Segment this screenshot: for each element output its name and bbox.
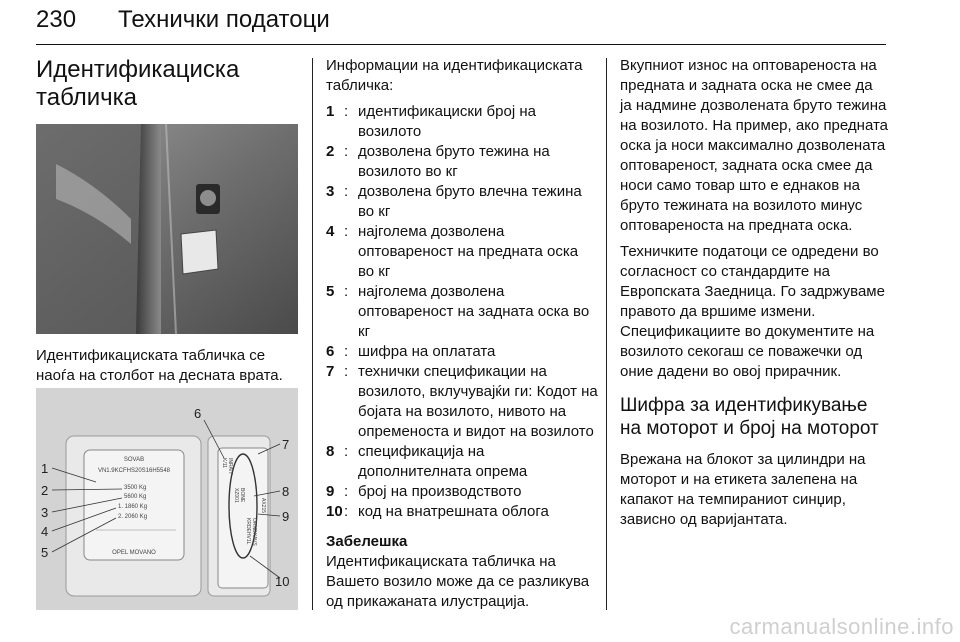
side-plate-line: K/11 [221, 458, 227, 468]
legend-number: 5 [326, 283, 335, 300]
legend-number: 6 [326, 343, 335, 360]
info-column [326, 56, 598, 612]
note-title: Забелешка [326, 533, 408, 550]
legend-colon: : [344, 223, 349, 240]
legend-text: спецификација на дополнителната опрема [358, 443, 528, 480]
legend-text: идентификациски број на возилото [358, 103, 536, 140]
callout-9: 9 [282, 509, 290, 524]
watermark: carmanualsonline.info [729, 614, 954, 639]
page-number: 230 [36, 6, 77, 33]
id-plate-diagram [36, 388, 298, 610]
legend-number: 9 [326, 483, 335, 500]
plate-line: OPEL MOVANO [112, 550, 156, 556]
legend-text: најголема дозволена оптовареност на предната оска во кг [358, 223, 579, 280]
legend-intro: Информации на идентификациската табличка: [326, 57, 583, 94]
legend-number: 3 [326, 183, 335, 200]
paragraph: Техничките податоци се одредени во согласност со стандардите на Европската Заедница. Го задржуваме правото да вршиме измени. Спецификациите во документите на возилото секогаш се поважечки од оние дадени во овој прирачник. [620, 243, 885, 380]
legend-text: дозволена бруто влечна тежина во кг [358, 183, 582, 220]
legend-colon: : [344, 103, 349, 120]
legend-colon: : [344, 143, 349, 160]
legend-item [326, 442, 598, 482]
plate-line: 2. 2060 Kg [118, 514, 148, 520]
callout-5: 5 [41, 545, 49, 560]
legend-colon: : [344, 363, 349, 380]
column-divider [606, 58, 607, 610]
legend-number: 1 [326, 103, 335, 120]
plate-line: 1. 1860 Kg [118, 504, 148, 510]
side-plate-line: KRDEHV1L [245, 518, 251, 545]
legend-item [326, 102, 598, 142]
legend-colon: : [344, 343, 349, 360]
legend-colon: : [344, 483, 349, 500]
header-rule [36, 44, 886, 45]
side-plate-line: AX215 [260, 498, 266, 514]
door-pillar-photo [36, 124, 298, 334]
side-plate-line: XZ001 [233, 488, 239, 503]
chapter-title: Технички податоци [118, 6, 330, 33]
callout-7: 7 [282, 437, 290, 452]
legend-text: дозволена бруто тежина на возилото во кг [358, 143, 550, 180]
legend-item [326, 362, 598, 442]
plate-line: SOVAB [123, 457, 145, 463]
callout-10: 10 [275, 574, 290, 589]
legend-item [326, 282, 598, 342]
legend-text: најголема дозволена оптовареност на задната оска во кг [358, 283, 590, 340]
legend-text: шифра на оплатата [358, 343, 496, 360]
legend-list [326, 102, 598, 522]
plate-line: 5600 Kg [124, 494, 147, 500]
legend-item [326, 502, 598, 522]
legend-colon: : [344, 443, 349, 460]
legend-number: 2 [326, 143, 335, 160]
legend-number: 4 [326, 223, 335, 240]
legend-item [326, 142, 598, 182]
paragraph: Врежана на блокот за цилиндри на моторот и на етикета залепена на капакот на темпираниот синџир, зависно од варијантата. [620, 451, 866, 528]
callout-4: 4 [41, 524, 49, 539]
note-text: Идентификациската табличка на Вашето возило може да се разликува од прикажаната илустрација. [326, 553, 590, 610]
legend-colon: : [344, 503, 349, 520]
side-plate-line: ORNDXAVS [251, 518, 257, 546]
side-plate-inner [218, 448, 268, 588]
legend-number: 10 [326, 503, 343, 520]
legend-text: код на внатрешната облога [358, 503, 549, 520]
figure-caption: Идентификациската табличка се наоѓа на столбот на десната врата. [36, 347, 283, 384]
column-divider [312, 58, 313, 610]
callout-3: 3 [41, 505, 49, 520]
plate-line: VN1.9KCFHS20S16H5548 [97, 468, 171, 474]
subsection-heading: Шифра за идентификување на моторот и број на моторот [620, 395, 879, 439]
legend-text: број на производството [358, 483, 522, 500]
callout-8: 8 [282, 484, 290, 499]
paragraph: Вкупниот износ на оптовареноста на предната и задната оска не смее да ја надмине дозволената бруто тежина на возилото. На пример, ако предната оска ја носи максимално дозволената оптовареност, задната оска смее да носи само товар што е еднаков на бруто тежината на возилото минус оптовареноста на предната оска. [620, 57, 889, 234]
legend-number: 8 [326, 443, 335, 460]
legend-item [326, 482, 598, 502]
legend-number: 7 [326, 363, 335, 380]
legend-colon: : [344, 183, 349, 200]
plate-line: 3500 Kg [124, 485, 147, 491]
section-title: Идентификациска табличка [36, 56, 240, 111]
callout-2: 2 [41, 483, 49, 498]
callout-1: 1 [41, 461, 49, 476]
legend-item [326, 182, 598, 222]
legend-text: технички спецификации на возилото, вклучувајќи ги: Кодот на бојата на возилото, нивото на опременоста и видот на возилото [358, 363, 598, 440]
text-column [620, 56, 888, 536]
legend-item [326, 222, 598, 282]
legend-colon: : [344, 283, 349, 300]
legend-item [326, 342, 598, 362]
side-plate-line: BONE [239, 488, 245, 503]
callout-6: 6 [194, 406, 202, 421]
side-plate-line: INRA/T [227, 458, 233, 475]
